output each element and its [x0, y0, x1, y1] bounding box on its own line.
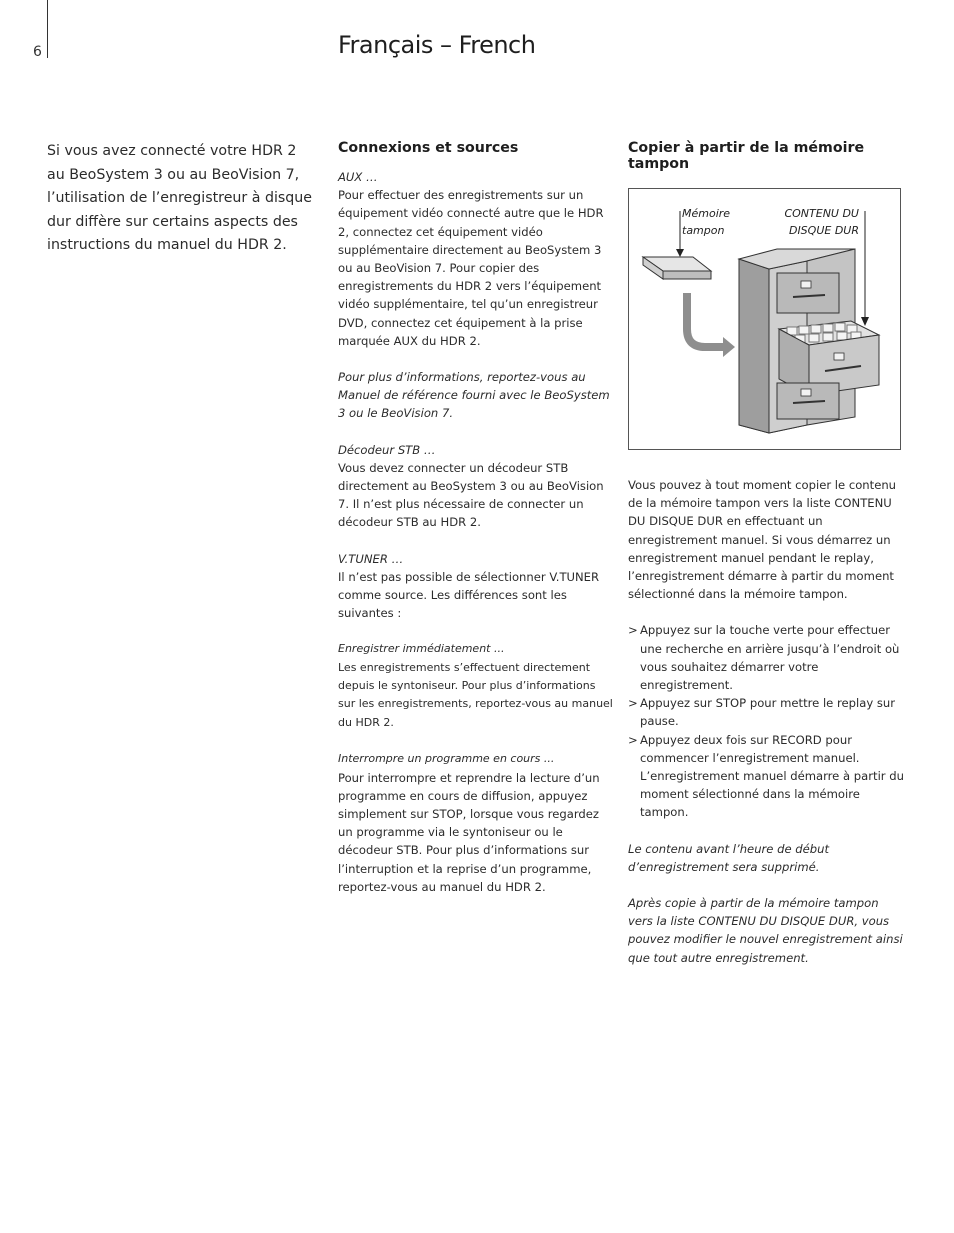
key-green: verte: [773, 623, 804, 638]
filing-cabinet-icon: [739, 249, 879, 433]
aux-title: AUX …: [338, 170, 378, 184]
stb-text: Vous devez connecter un décodeur STB directement au BeoSystem 3 ou au BeoVision 7. Il n’est plus nécessaire de connecter un décodeur STB au HDR 2.: [338, 460, 604, 530]
stb-title: Décodeur STB …: [338, 442, 436, 457]
aux-text: Pour effectuer des enregistrements sur un équipement vidéo connecté autre que le HDR 2, connectez cet équipement vidéo supplémentaire directement au BeoSystem 3 ou au BeoVision 7. Pour copier des enregistrements du HDR 2 vers l’équipement vidéo supplémentaire, tel qu’un enregistreur DVD, connectez cet équipement à la prise marquée AUX du HDR 2.: [338, 188, 604, 348]
buffer-tray-icon: [643, 257, 711, 279]
copy-note-1: Le contenu avant l’heure de début d’enregistrement sera supprimé.: [628, 841, 830, 874]
copy-column: [628, 140, 906, 967]
aux-note: Pour plus d’informations, reportez-vous au Manuel de référence fourni avec le BeoSystem 3 ou le BeoVision 7.: [338, 370, 610, 421]
buffer-label: Mémoire tampon: [682, 207, 731, 237]
intro-column: [47, 140, 315, 258]
copy-heading: Copier à partir de la mémoire tampon: [628, 140, 865, 172]
copy-steps: [628, 621, 906, 821]
step-item: > Appuyez sur la touche verte pour effectuer une recherche en arrière jusqu’à l’endroit où vous souhaitez démarrer votre enregistrement.: [628, 623, 900, 693]
step-item: > Appuyez sur STOP pour mettre le replay sur pause.: [628, 696, 896, 729]
step-item: > Appuyez deux fois sur RECORD pour commencer l’enregistrement manuel. L’enregistrement manuel démarre à partir du moment sélectionné dans la mémoire tampon.: [628, 732, 904, 820]
interrupt-title: Interrompre un programme en cours ...: [338, 752, 555, 766]
intro-text: Si vous avez connecté votre HDR 2 au BeoSystem 3 ou au BeoVision 7, l’utilisation de l’enregistreur à disque dur diffère sur certains aspects des instructions du manuel du HDR 2.: [47, 143, 313, 253]
copy-note-2: Après copie à partir de la mémoire tampon vers la liste CONTENU DU DISQUE DUR, vous pouvez modifier le nouvel enregistrement ainsi que tout autre enregistrement.: [628, 896, 903, 965]
connexions-column: [338, 140, 616, 896]
page-margin-rule: [47, 0, 48, 58]
interrupt-text: Pour interrompre et reprendre la lecture d’un programme en cours de diffusion, appuyez simplement sur STOP, lorsque vous regardez un programme via le syntoniseur ou le décodeur STB. Pour plus d’informations sur l’interruption et la reprise d’un programme, reportez-vous au manuel du HDR 2.: [338, 770, 600, 894]
copy-arrow-icon: [687, 293, 735, 357]
connexions-heading: Connexions et sources: [338, 140, 519, 156]
vtuner-title: V.TUNER …: [338, 551, 404, 566]
filing-cabinet-figure: [628, 188, 901, 450]
key-record: RECORD: [772, 732, 822, 747]
page-title: Français – French: [338, 31, 536, 59]
record-title: Enregistrer immédiatement ...: [338, 642, 505, 656]
copy-text: Vous pouvez à tout moment copier le contenu de la mémoire tampon vers la liste CONTENU DU DISQUE DUR en effectuant un enregistrement manuel. Si vous démarrez un enregistrement manuel pendant le replay, l’enregistrement démarre à partir du moment sélectionné dans la mémoire tampon.: [628, 478, 897, 602]
vtuner-text: Il n’est pas possible de sélectionner V.TUNER comme source. Les différences sont les suivantes :: [338, 569, 600, 621]
buffer-pointer-arrowhead: [676, 249, 684, 257]
key-stop: STOP: [715, 696, 747, 711]
record-text: Les enregistrements s’effectuent directement depuis le syntoniseur. Pour plus d’informations sur les enregistrements, reportez-vous au manuel du HDR 2.: [338, 660, 613, 729]
page-number: 6: [33, 44, 42, 60]
filing-cabinet-illustration: [629, 189, 902, 451]
content-pointer-arrowhead: [861, 317, 869, 326]
hard-disk-content-label: CONTENU DU DISQUE DUR: [784, 207, 859, 237]
